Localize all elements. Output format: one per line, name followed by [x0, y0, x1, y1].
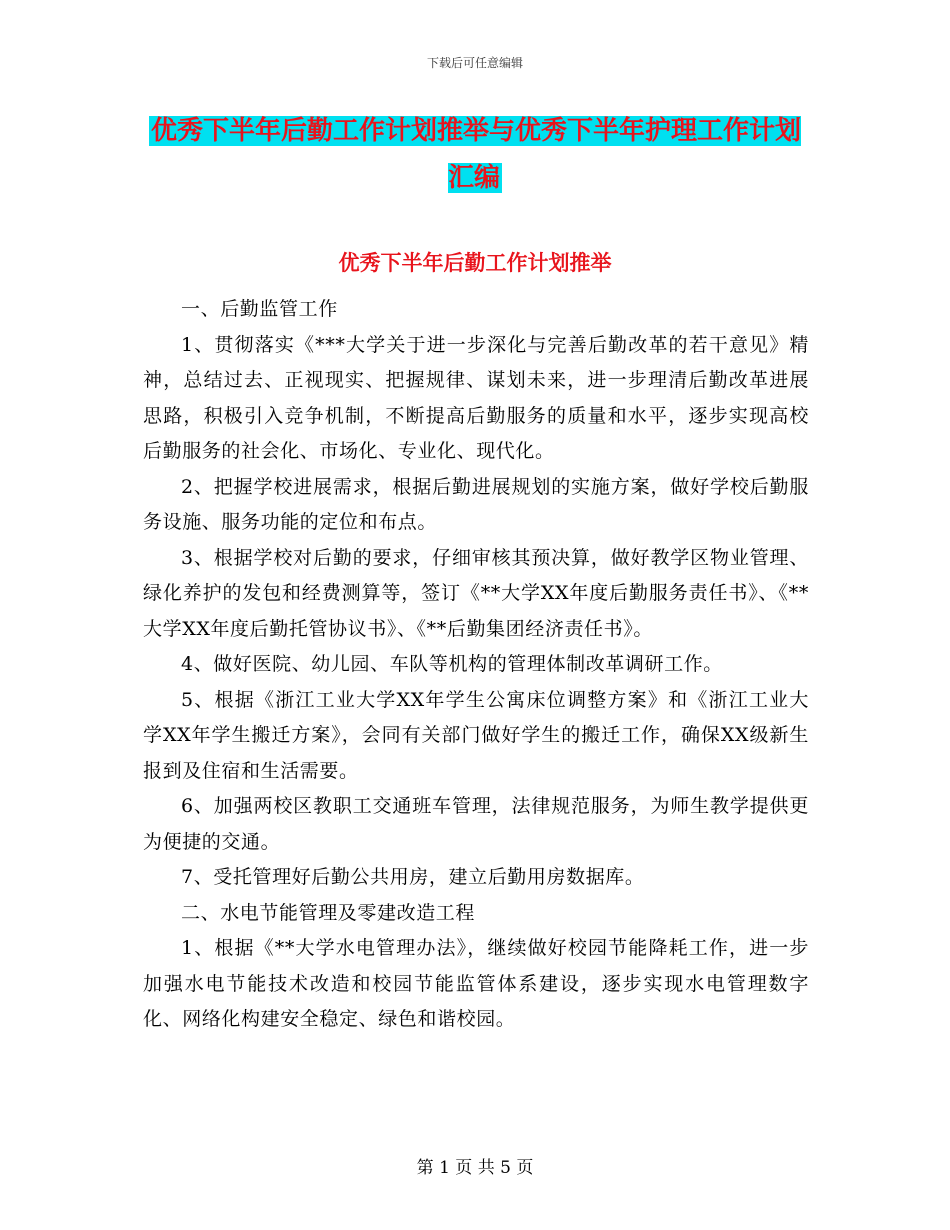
document-title	[140, 108, 810, 202]
document-body	[143, 292, 809, 1038]
page-footer: 第 1 页 共 5 页	[416, 1158, 534, 1178]
page-header-note: 下载后可任意编辑	[426, 56, 523, 70]
paragraph: 7、受托管理好后勤公共用房，建立后勤用房数据库。	[181, 866, 645, 888]
paragraph: 6、加强两校区教职工交通班车管理，法律规范服务，为师生教学提供更为便捷的交通。	[143, 795, 809, 853]
paragraph: 1、贯彻落实《***大学关于进一步深化与完善后勤改革的若干意见》精神，总结过去、正视现实、把握规律、谋划未来，进一步理清后勤改革进展思路，积极引入竞争机制，不断提高后勤服务的质量和水平，逐步实现高校后勤服务的社会化、市场化、专业化、现代化。	[143, 333, 809, 462]
paragraph: 4、做好医院、幼儿园、车队等机构的管理体制改革调研工作。	[181, 653, 723, 675]
paragraph: 5、根据《浙江工业大学XX年学生公寓床位调整方案》和《浙江工业大学XX年学生搬迁方案》，会同有关部门做好学生的搬迁工作，确保XX级新生报到及住宿和生活需要。	[143, 688, 809, 782]
heading-energy-management: 二、水电节能管理及零建改造工程	[181, 901, 476, 924]
document-title-text: 优秀下半年后勤工作计划推举与优秀下半年护理工作计划汇编	[150, 116, 801, 193]
paragraph: 3、根据学校对后勤的要求，仔细审核其预决算，做好教学区物业管理、绿化养护的发包和经费测算等，签订《**大学XX年度后勤服务责任书》、《**大学XX年度后勤托管协议书》、《**后勤集团经济责任书》。	[143, 546, 809, 640]
paragraph: 1、根据《**大学水电管理办法》，继续做好校园节能降耗工作，进一步加强水电节能技术改造和校园节能监管体系建设，逐步实现水电管理数字化、网络化构建安全稳定、绿色和谐校园。	[143, 937, 809, 1030]
heading-logistics-supervision: 一、后勤监管工作	[181, 298, 338, 320]
paragraph: 2、把握学校进展需求，根据后勤进展规划的实施方案，做好学校后勤服务设施、服务功能的定位和布点。	[143, 475, 809, 533]
section-title: 优秀下半年后勤工作计划推举	[338, 251, 612, 275]
